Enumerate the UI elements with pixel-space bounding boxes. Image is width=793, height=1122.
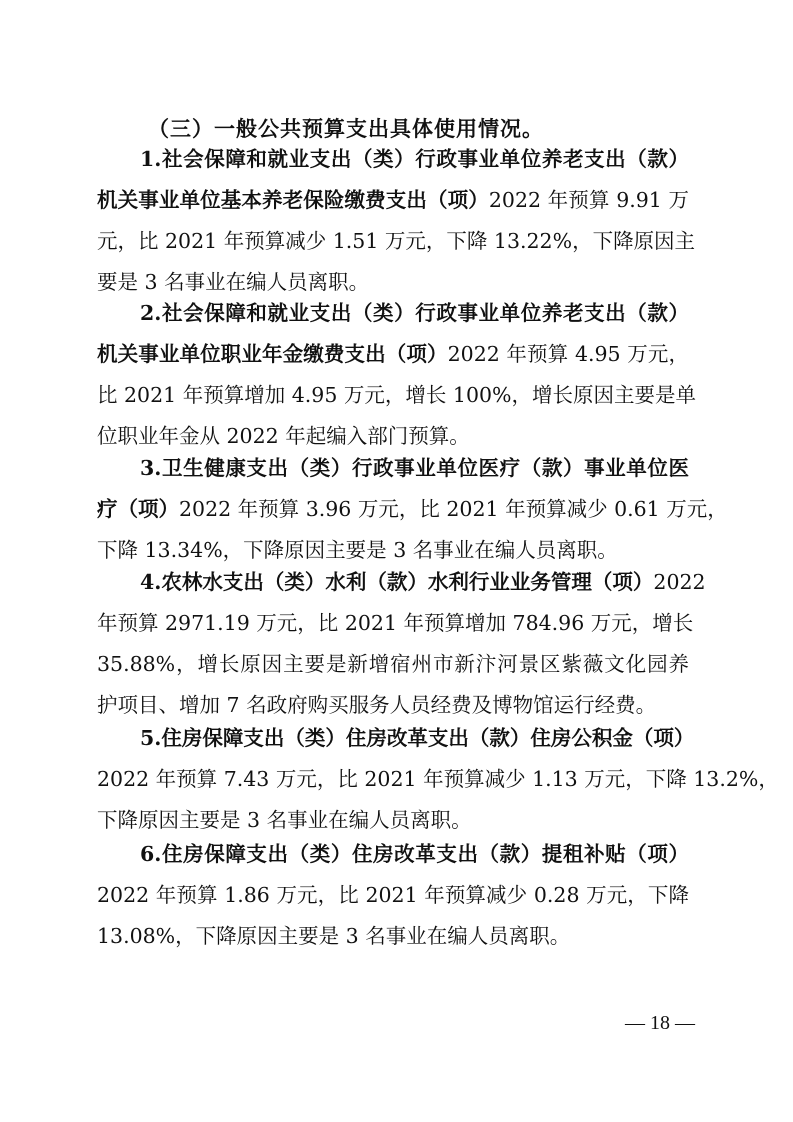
paragraph-item-2 (97, 293, 697, 457)
paragraph-line: 要是 3 名事业在编人员离职。 (97, 270, 370, 294)
paragraph-line: 比 2021 年预算增加 4.95 万元，增长 100%，增长原因主要是单 (97, 383, 697, 407)
paragraph-line: 年预算 2971.19 万元，比 2021 年预算增加 784.96 万元，增长 (97, 611, 694, 635)
paragraph-item-3 (97, 448, 728, 571)
paragraph-line: 6.住房保障支出（类）住房改革支出（款）提租补贴（项） (140, 842, 689, 866)
paragraph-line: 位职业年金从 2022 年起编入部门预算。 (97, 424, 470, 448)
paragraph-line: 35.88%，增长原因主要是新增宿州市新汴河景区紫薇文化园养 (97, 652, 689, 676)
paragraph-line: 机关事业单位职业年金缴费支出（项）2022 年预算 4.95 万元， (97, 342, 689, 366)
paragraph-line: 疗（项）2022 年预算 3.96 万元，比 2021 年预算减少 0.61 万元， (97, 497, 728, 521)
paragraph-item-6 (97, 834, 689, 957)
section-title: （三）一般公共预算支出具体使用情况。 (148, 116, 544, 141)
paragraph-line: 下降原因主要是 3 名事业在编人员离职。 (97, 808, 472, 832)
paragraph-item-5 (97, 718, 779, 841)
paragraph-line: 4.农林水支出（类）水利（款）水利行业业务管理（项）2022 (140, 570, 706, 594)
paragraph-line: 元，比 2021 年预算减少 1.51 万元，下降 13.22%，下降原因主 (97, 229, 696, 253)
paragraph-line: 2.社会保障和就业支出（类）行政事业单位养老支出（款） (140, 301, 689, 325)
paragraph-item-1 (97, 139, 696, 303)
paragraph-line: 3.卫生健康支出（类）行政事业单位医疗（款）事业单位医 (140, 456, 689, 480)
paragraph-line: 1.社会保障和就业支出（类）行政事业单位养老支出（款） (140, 147, 689, 171)
page-number: — 18 — (625, 1012, 695, 1034)
paragraph-item-4 (97, 562, 706, 726)
paragraph-line: 5.住房保障支出（类）住房改革支出（款）住房公积金（项） (140, 726, 695, 750)
paragraph-line: 护项目、增加 7 名政府购买服务人员经费及博物馆运行经费。 (97, 693, 657, 717)
paragraph-line: 2022 年预算 7.43 万元，比 2021 年预算减少 1.13 万元，下降 13.2%， (97, 767, 779, 791)
paragraph-line: 2022 年预算 1.86 万元，比 2021 年预算减少 0.28 万元，下降 (97, 883, 689, 907)
paragraph-line: 下降 13.34%，下降原因主要是 3 名事业在编人员离职。 (97, 538, 618, 562)
paragraph-line: 13.08%，下降原因主要是 3 名事业在编人员离职。 (97, 924, 571, 948)
paragraph-line: 机关事业单位基本养老保险缴费支出（项）2022 年预算 9.91 万 (97, 188, 689, 212)
